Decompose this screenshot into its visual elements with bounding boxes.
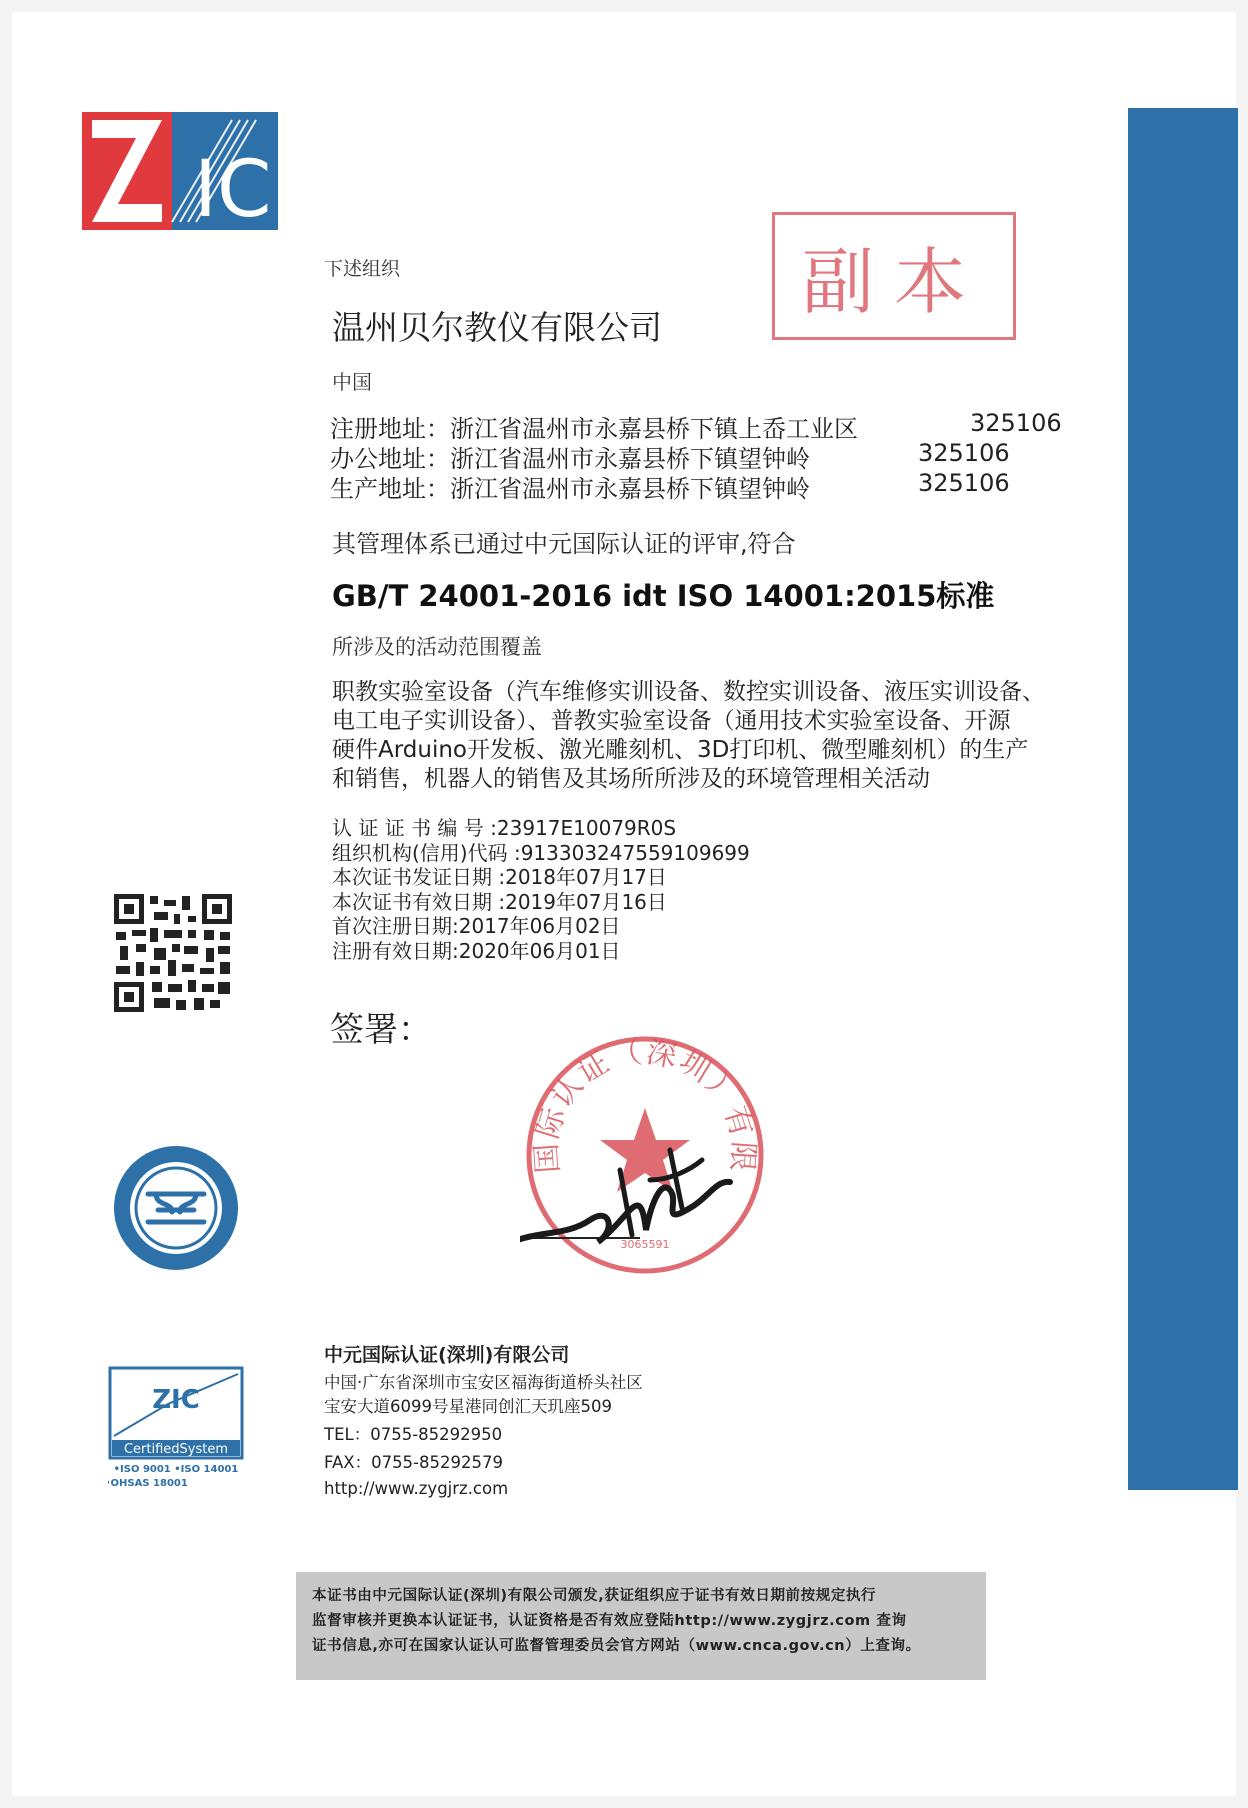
zic-logo (82, 112, 278, 230)
cert-label: 组织机构(信用)代码 : (332, 840, 521, 865)
issuer-tel: TEL：0755-85292950 (324, 1425, 503, 1444)
cert-label: 注册有效日期: (332, 938, 459, 963)
address-office: 办公地址：浙江省温州市永嘉县桥下镇望钟岭 (330, 445, 810, 473)
zip-production: 325106 (918, 469, 1010, 497)
cert-row (332, 865, 750, 890)
cert-value: 2020年06月01日 (458, 938, 621, 963)
zip-office: 325106 (918, 439, 1010, 467)
cert-value: 913303247559109699 (520, 840, 750, 865)
country: 中国 (332, 370, 372, 394)
notice-line: 证书信息,亦可在国家认证认可监督管理委员会官方网站（www.cnca.gov.cn）上查询。 (312, 1638, 921, 1654)
scope-text (332, 678, 1132, 794)
signature-label: 签署： (330, 1010, 432, 1050)
issuer-fax: FAX：0755-85292579 (324, 1453, 503, 1472)
legal-notice (296, 1572, 986, 1680)
cert-row (332, 841, 750, 866)
zip-registered: 325106 (970, 409, 1062, 437)
logo-text-ic: IC (194, 145, 272, 230)
cert-label: 首次注册日期: (332, 914, 459, 938)
scope-line: 职教实验室设备（汽车维修实训设备、数控实训设备、液压实训设备、 (332, 679, 1045, 705)
intro-text: 下述组织 (324, 258, 401, 280)
assessment-statement: 其管理体系已通过中元国际认证的评审,符合 (332, 530, 796, 558)
emblem-logo (112, 1144, 240, 1272)
blue-side-band (1128, 108, 1238, 1490)
cert-row (332, 816, 750, 841)
copy-stamp-text: 副本 (801, 240, 986, 324)
badge-standards-2: •OHSAS 18001 (108, 1478, 188, 1489)
cert-row (332, 939, 750, 964)
cert-value: 2018年07月17日 (505, 865, 667, 889)
certified-system-badge (108, 1366, 244, 1492)
scope-line: 硬件Arduino开发板、激光雕刻机、3D打印机、微型雕刻机）的生产 (332, 737, 1029, 763)
badge-name: CertifiedSystem (123, 1442, 229, 1457)
notice-line: 本证书由中元国际认证(深圳)有限公司颁发,获证组织应于证书有效日期前按规定执行 (312, 1588, 877, 1604)
scope-line: 和销售，机器人的销售及其场所所涉及的环境管理相关活动 (332, 766, 930, 792)
standard: GB/T 24001-2016 idt ISO 14001:2015标准 (332, 579, 995, 613)
issuer-name: 中元国际认证(深圳)有限公司 (324, 1344, 570, 1366)
certificate-details (332, 816, 750, 963)
issuer-address-1: 中国·广东省深圳市宝安区福海街道桥头社区 (324, 1373, 643, 1392)
badge-standards-1: •ISO 9001 •ISO 14001 (113, 1464, 239, 1475)
notice-line: 监督审核并更换本认证证书，认证资格是否有效应登陆http://www.zygjrz.com 查询 (312, 1613, 907, 1629)
address-registered: 注册地址：浙江省温州市永嘉县桥下镇上岙工业区 (330, 415, 858, 443)
qr-code (114, 894, 232, 1012)
cert-value: 23917E10079R0S (496, 816, 677, 840)
company-seal (520, 1030, 770, 1280)
scope-line: 电工电子实训设备）、普教实验室设备（通用技术实验室设备、开源 (332, 708, 1011, 734)
cert-label: 认 证 证 书 编 号 : (332, 816, 497, 840)
badge-logo: ZIC (152, 1385, 200, 1415)
cert-value: 2019年07月16日 (505, 889, 667, 914)
address-production: 生产地址：浙江省温州市永嘉县桥下镇望钟岭 (330, 475, 810, 503)
issuer-address-2: 宝安大道6099号星港同创汇天玑座509 (324, 1397, 612, 1416)
seal-text: 国际认证（深圳）有限 (529, 1034, 761, 1175)
copy-stamp (772, 212, 1016, 340)
cert-row (332, 890, 750, 915)
cert-label: 本次证书发证日期 : (332, 865, 506, 889)
seal-number: 3065591 (620, 1238, 670, 1251)
cert-value: 2017年06月02日 (458, 914, 621, 938)
organization-name: 温州贝尔教仪有限公司 (332, 308, 662, 347)
issuer-website: http://www.zygjrz.com (324, 1479, 509, 1498)
cert-label: 本次证书有效日期 : (332, 889, 506, 914)
cert-row (332, 914, 750, 939)
scope-intro: 所涉及的活动范围覆盖 (332, 635, 542, 659)
